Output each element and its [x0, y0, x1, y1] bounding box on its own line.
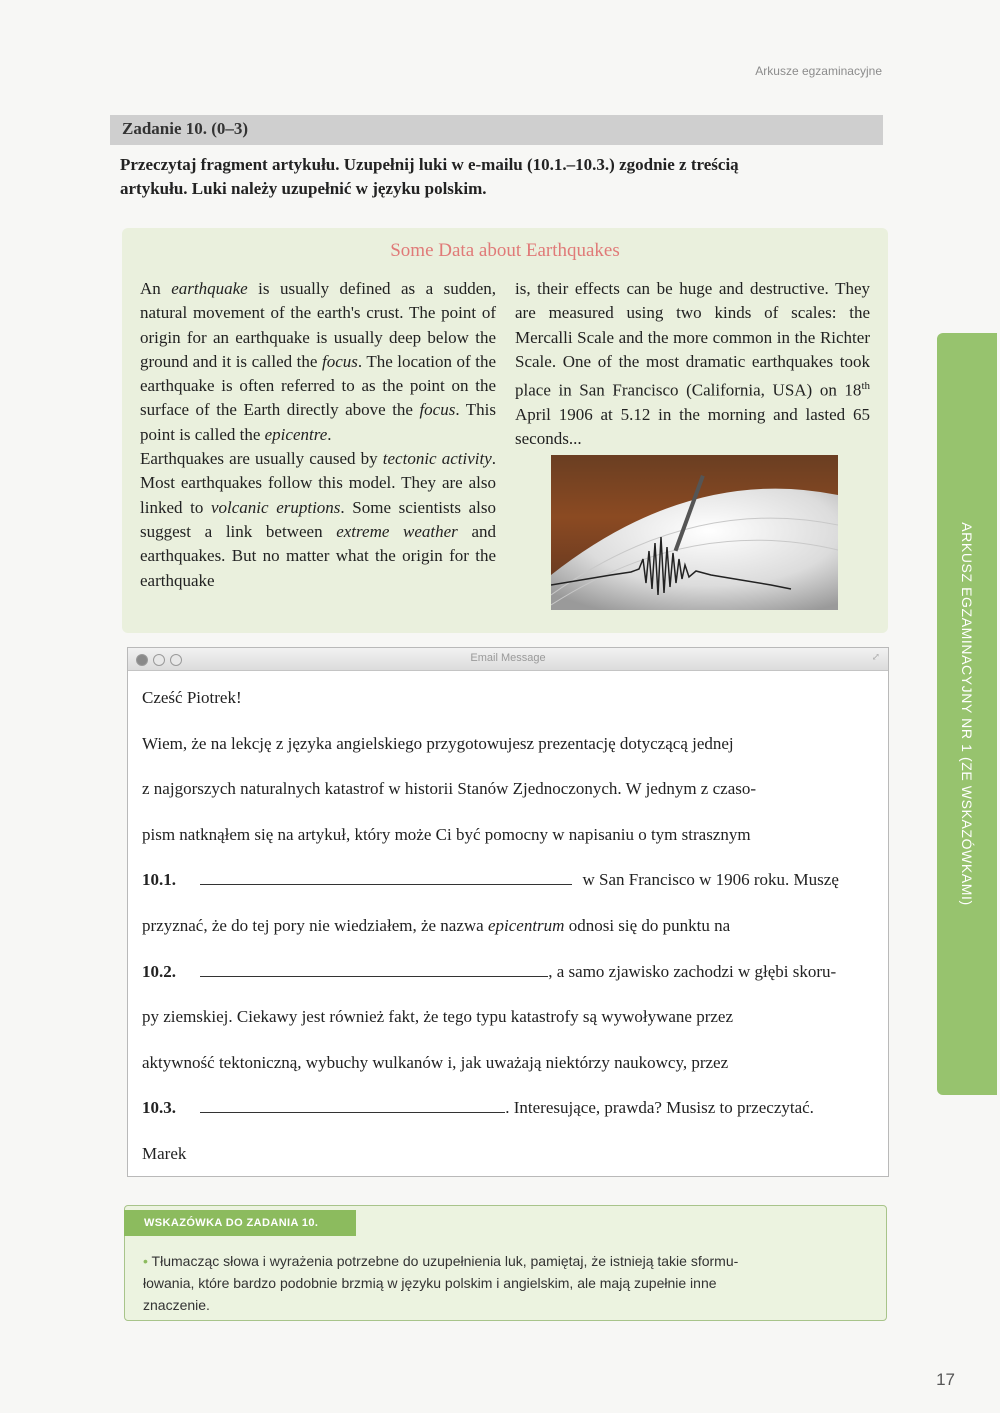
page-number: 17	[936, 1370, 955, 1389]
gap-2-blank[interactable]	[200, 962, 548, 977]
gap-1-label: 10.1.	[142, 870, 176, 889]
email-line-8: aktywność tektoniczną, wybuchy wulkanów i, jak uważają niektórzy naukowcy, przez	[142, 1053, 729, 1072]
article-column-2	[515, 277, 870, 452]
side-tab	[937, 333, 997, 1095]
email-line-3: pism natknąłem się na artykuł, który może Ci być pomocny w napisaniu o tym strasznym	[142, 825, 751, 844]
email-signature: Marek	[142, 1144, 187, 1163]
article-paragraph-3: is, their effects can be huge and destructive. They are measured using two kinds of scales: the Mercalli Scale and the more common in the Richter Scale. One of the most dramatic earthquakes took place in San Francisco (California, USA) on 18th April 1906 at 5.12 in the morning and lasted 65 seconds...	[515, 279, 870, 449]
seismograph-illustration	[551, 455, 838, 610]
gap-3-label: 10.3.	[142, 1098, 176, 1117]
bullet-icon: •	[143, 1253, 148, 1269]
article-paragraph-1: An earthquake is usually defined as a sudden, natural movement of the earth's crust. The point of origin for an earthquake is usually deep below the ground and it is called the focus. The location of the earthquake is often referred to as the point on the surface of the Earth directly above the focus. This point is called the epicentre.	[140, 279, 497, 444]
instruction-line-1: Przeczytaj fragment artykułu. Uzupełnij luki w e-mailu (10.1.–10.3.) zgodnie z treścią	[120, 155, 739, 174]
article-column-1	[140, 277, 496, 593]
hint-line-3: znaczenie.	[143, 1297, 210, 1313]
gap-3-blank[interactable]	[200, 1098, 505, 1113]
email-line-2: z najgorszych naturalnych katastrof w historii Stanów Zjednoczonych. W jednym z czaso-	[142, 779, 757, 798]
email-greeting: Cześć Piotrek!	[142, 688, 242, 707]
gap-1-blank[interactable]	[200, 870, 572, 885]
instruction-line-2: artykułu. Luki należy uzupełnić w języku polskim.	[120, 179, 487, 198]
gap-2-after: , a samo zjawisko zachodzi w głębi skoru-	[548, 962, 837, 981]
running-head: Arkusze egzaminacyjne	[755, 64, 882, 78]
email-line-5: przyznać, że do tej pory nie wiedziałem, że nazwa epicentrum odnosi się do punktu na	[142, 916, 731, 935]
email-window-title: Email Message	[470, 652, 546, 664]
hint-text	[143, 1250, 873, 1316]
seismograph-image	[551, 455, 838, 610]
task-title: Zadanie 10. (0–3)	[110, 115, 883, 145]
email-gap-1-line	[142, 870, 877, 890]
task-instruction	[120, 153, 890, 201]
article-title: Some Data about Earthquakes	[390, 240, 620, 261]
gap-1-after: w San Francisco w 1906 roku. Muszę	[582, 870, 839, 889]
email-titlebar	[128, 648, 888, 671]
resize-icon[interactable]: ⤢	[871, 652, 880, 663]
email-line-7: py ziemskiej. Ciekawy jest również fakt, że tego typu katastrofy są wywoływane przez	[142, 1007, 734, 1026]
email-line-1: Wiem, że na lekcję z języka angielskiego przygotowujesz prezentację dotyczącą jednej	[142, 734, 734, 753]
gap-3-after: . Interesujące, prawda? Musisz to przeczytać.	[505, 1098, 814, 1117]
hint-line-1: • Tłumacząc słowa i wyrażenia potrzebne do uzupełnienia luk, pamiętaj, że istnieją takie sformu-	[143, 1253, 739, 1269]
email-gap-2-line	[142, 962, 877, 982]
email-gap-3-line	[142, 1098, 877, 1118]
hint-label: WSKAZÓWKA DO ZADANIA 10.	[124, 1210, 356, 1236]
side-tab-label: ARKUSZ EGZAMINACYJNY NR 1 (ZE WSKAZÓWKAMI)	[959, 522, 975, 906]
article-paragraph-2: Earthquakes are usually caused by tectonic activity. Most earthquakes follow this model. They are also linked to volcanic eruptions. Some scientists also suggest a link between extreme weather and earthquakes. But no matter what the origin for the earthquake	[140, 449, 497, 590]
hint-line-2: łowania, które bardzo podobnie brzmią w języku polskim i angielskim, ale mają zupełnie inne	[143, 1275, 717, 1291]
gap-2-label: 10.2.	[142, 962, 176, 981]
